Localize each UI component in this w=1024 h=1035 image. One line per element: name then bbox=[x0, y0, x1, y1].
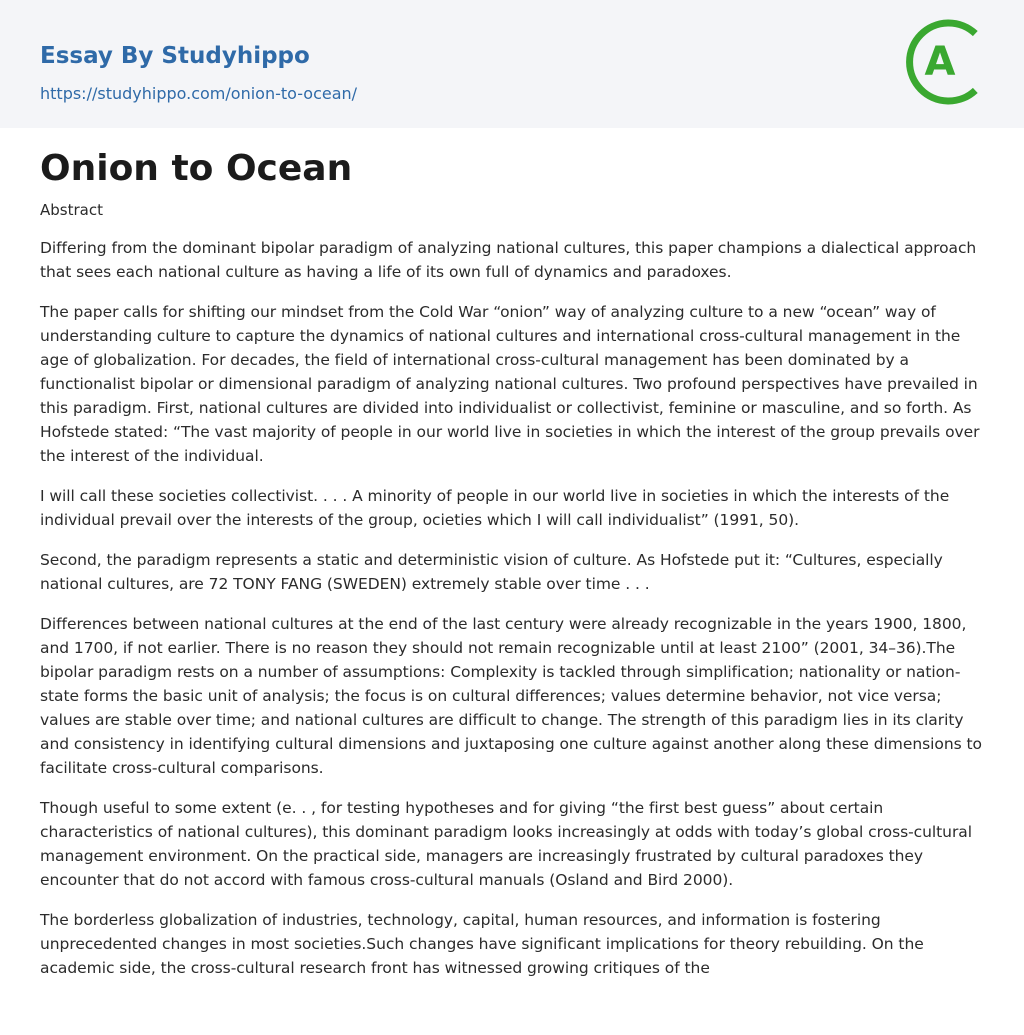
paragraph: Differences between national cultures at the end of the last century were already recognizable in the years 1900, 1800, and 1700, if not earlier. There is no reason they should not remain recognizable until at least 2100” (2001, 34–36).The bipolar paradigm rests on a number of assumptions: Complexity is tackled through simplification; nationality or nation-state forms the basic unit of analysis; the focus is on cultural differences; values determine behavior, not vice versa; values are stable over time; and national cultures are difficult to change. The strength of this paradigm lies in its clarity and consistency in identifying cultural dimensions and juxtaposing one culture against another along these dimensions to facilitate cross-cultural comparisons. bbox=[40, 615, 982, 777]
paragraph: Second, the paradigm represents a static and deterministic vision of culture. As Hofstede put it: “Cultures, especially national cultures, are 72 TONY FANG (SWEDEN) extremely stable over time . . . bbox=[40, 551, 943, 593]
paragraph: Differing from the dominant bipolar paradigm of analyzing national cultures, this paper champions a dialectical approach that sees each national culture as having a life of its own full of dynamics and paradoxes. bbox=[40, 239, 977, 281]
essay-content bbox=[0, 128, 1024, 980]
brand-name[interactable]: Essay By Studyhippo bbox=[40, 43, 310, 69]
site-header bbox=[0, 0, 1024, 128]
abstract-heading: Abstract bbox=[40, 201, 103, 219]
paragraph: The paper calls for shifting our mindset from the Cold War “onion” way of analyzing culture to a new “ocean” way of understanding culture to capture the dynamics of national cultures and international cross-cultural management in the age of globalization. For decades, the field of international cross-cultural management has been dominated by a functionalist bipolar or dimensional paradigm of analyzing national cultures. Two profound perspectives have prevailed in this paradigm. First, national cultures are divided into individualist or collectivist, feminine or masculine, and so forth. As Hofstede stated: “The vast majority of people in our world live in societies in which the interest of the group prevails over the interest of the individual. bbox=[40, 303, 980, 465]
paragraph: Though useful to some extent (e. . , for testing hypotheses and for giving “the first best guess” about certain characteristics of national cultures), this dominant paradigm looks increasingly at odds with today’s global cross-cultural management environment. On the practical side, managers are increasingly frustrated by cultural paradoxes they encounter that do not accord with famous cross-cultural manuals (Osland and Bird 2000). bbox=[40, 799, 972, 889]
logo-icon[interactable] bbox=[906, 18, 988, 106]
paragraph: I will call these societies collectivist. . . . A minority of people in our world live in societies in which the interests of the individual prevail over the interests of the group, ocieties which I will call individualist” (1991, 50). bbox=[40, 487, 950, 529]
logo-letter: A bbox=[924, 39, 956, 85]
paragraph: The borderless globalization of industries, technology, capital, human resources, and information is fostering unprecedented changes in most societies.Such changes have significant implications for theory rebuilding. On the academic side, the cross-cultural research front has witnessed growing critiques of the bbox=[40, 911, 924, 977]
page-title: Onion to Ocean bbox=[40, 148, 353, 189]
essay-url-link[interactable]: https://studyhippo.com/onion-to-ocean/ bbox=[40, 84, 358, 103]
